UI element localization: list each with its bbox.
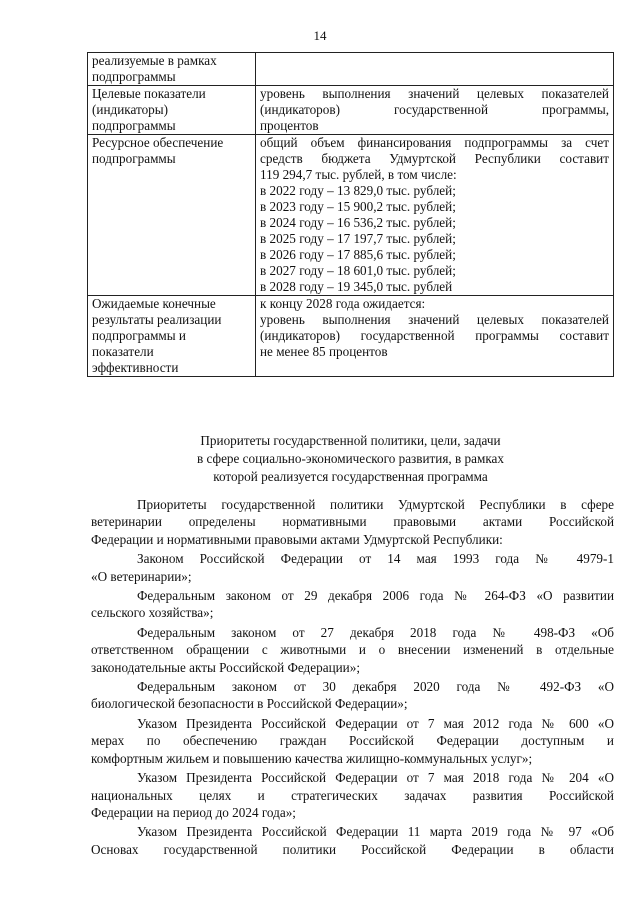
value-line: (индикаторов) государственной программы составит — [260, 328, 609, 343]
paragraph-line: Федерации на период до 2024 года»; — [91, 804, 296, 820]
label-line: результаты реализации — [92, 312, 222, 327]
paragraph-law-veterinary — [91, 550, 614, 585]
paragraph-line: сельского хозяйства»; — [91, 605, 214, 621]
section-title-line: Приоритеты государственной политики, цели, задачи — [200, 433, 501, 448]
value-line: 119 294,7 тыс. рублей, в том числе: — [260, 167, 457, 182]
paragraph-line: Указом Президента Российской Федерации от 7 мая 2018 года № 204 «О — [137, 770, 614, 786]
row-value — [256, 296, 614, 377]
row-value — [256, 86, 614, 135]
paragraph-line: ветеринарии определены нормативными правовыми актами Российской — [91, 514, 614, 530]
paragraph-decree-204 — [91, 769, 614, 821]
paragraph-line: национальных целях и стратегических задачах развития Российской — [91, 787, 614, 803]
paragraph-decree-600 — [91, 715, 614, 767]
paragraph-line: Указом Президента Российской Федерации 11 марта 2019 года № 97 «Об — [137, 824, 614, 840]
value-line: в 2027 году – 18 601,0 тыс. рублей; — [260, 263, 456, 278]
table-row — [88, 86, 614, 135]
label-line: подпрограммы — [92, 151, 176, 166]
paragraph-line: Приоритеты государственной политики Удмуртской Республики в сфере — [137, 497, 614, 512]
value-line: в 2022 году – 13 829,0 тыс. рублей; — [260, 183, 456, 198]
paragraph-line: Федеральным законом от 30 декабря 2020 года № 492-ФЗ «О — [137, 679, 614, 695]
paragraph-law-animals — [91, 624, 614, 676]
paragraph-line: Федеральным законом от 29 декабря 2006 года № 264-ФЗ «О развитии — [137, 588, 614, 604]
label-line: эффективности — [92, 360, 179, 375]
label-line: Ожидаемые конечные — [92, 296, 216, 311]
row-value — [256, 53, 614, 86]
label-line: реализуемые в рамках — [92, 53, 217, 68]
paragraph-line: мерах по обеспечению граждан Российской Федерации доступным и — [91, 733, 614, 749]
value-line: общий объем финансирования подпрограммы за счет — [260, 135, 609, 150]
value-line: в 2023 году – 15 900,2 тыс. рублей; — [260, 199, 456, 214]
value-line: в 2028 году – 19 345,0 тыс. рублей — [260, 279, 453, 294]
value-line: средств бюджета Удмуртской Республики составит — [260, 151, 609, 166]
label-line: подпрограммы и — [92, 328, 186, 343]
page-number: 14 — [313, 28, 327, 43]
value-line: к концу 2028 года ожидается: — [260, 296, 426, 311]
paragraph-law-agriculture — [91, 587, 614, 622]
value-line: не менее 85 процентов — [260, 344, 388, 359]
value-line: в 2025 году – 17 197,7 тыс. рублей; — [260, 231, 456, 246]
value-line: в 2026 году – 17 885,6 тыс. рублей; — [260, 247, 456, 262]
label-line: Ресурсное обеспечение — [92, 135, 224, 150]
paragraph-decree-97 — [91, 823, 614, 858]
value-line: (индикаторов) государственной программы, — [260, 102, 609, 117]
value-line: процентов — [260, 118, 319, 133]
paragraph-line: Федерации и нормативными правовыми актами Удмуртской Республики: — [91, 531, 503, 547]
paragraph-line: законодательные акты Российской Федерации»; — [91, 659, 360, 675]
row-label — [88, 86, 256, 135]
row-label — [88, 53, 256, 86]
label-line: подпрограммы — [92, 118, 176, 133]
section-title — [87, 432, 614, 486]
subprogram-passport-table — [87, 52, 614, 377]
paragraph-line: Указом Президента Российской Федерации от 7 мая 2012 года № 600 «О — [137, 715, 614, 731]
row-value — [256, 135, 614, 296]
label-line: Целевые показатели — [92, 86, 206, 101]
section-title-line: в сфере социально-экономического развития, в рамках — [196, 451, 504, 466]
value-line: уровень выполнения значений целевых показателей — [260, 86, 609, 101]
row-label — [88, 296, 256, 377]
section-title-line: которой реализуется государственная программа — [213, 469, 488, 484]
table-row — [88, 135, 614, 296]
label-line: показатели — [92, 344, 154, 359]
paragraph-line: комфортным жильем и повышению качества жилищно-коммунальных услуг»; — [91, 750, 533, 766]
value-line: уровень выполнения значений целевых показателей — [260, 312, 609, 327]
paragraph-line: ответственном обращении с животными и о внесении изменений в отдельные — [91, 642, 614, 658]
table-row — [88, 53, 614, 86]
table-row — [88, 296, 614, 377]
paragraph-line: Законом Российской Федерации от 14 мая 1993 года № 4979-1 — [137, 551, 614, 567]
paragraph-law-biosafety — [91, 678, 614, 713]
label-line: подпрограммы — [92, 69, 176, 84]
value-line: в 2024 году – 16 536,2 тыс. рублей; — [260, 215, 456, 230]
paragraph-line: Федеральным законом от 27 декабря 2018 года № 498-ФЗ «Об — [137, 624, 614, 640]
paragraph-line: «О ветеринарии»; — [91, 568, 192, 584]
paragraph-intro — [91, 496, 614, 548]
label-line: (индикаторы) — [92, 102, 169, 117]
paragraph-line: Основах государственной политики Российской Федерации в области — [91, 841, 614, 857]
row-label — [88, 135, 256, 296]
body-text — [91, 496, 614, 860]
paragraph-line: биологической безопасности в Российской Федерации»; — [91, 696, 408, 712]
